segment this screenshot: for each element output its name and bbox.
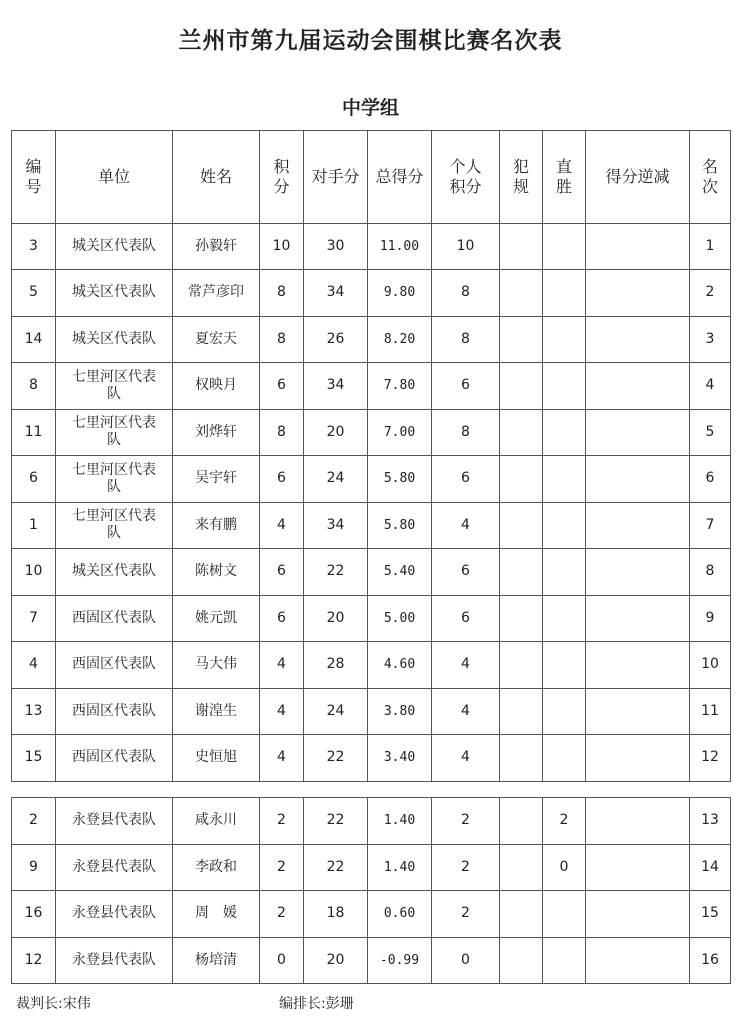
cell-reverse [586,844,690,891]
cell-direct [543,642,586,689]
cell-points: 4 [260,688,304,735]
cell-opp: 26 [304,316,368,363]
cell-reverse [586,549,690,596]
cell-direct [543,270,586,317]
cell-name: 孙毅轩 [173,224,260,270]
cell-no: 5 [12,270,56,317]
cell-total: 5.80 [368,502,432,549]
cell-name: 吴宇轩 [173,456,260,503]
cell-points: 4 [260,735,304,782]
cell-opp: 24 [304,456,368,503]
cell-unit: 西固区代表队 [56,595,173,642]
cell-reverse [586,270,690,317]
table-row [12,735,731,782]
cell-rank: 14 [690,844,731,891]
cell-name: 周 媛 [173,891,260,938]
cell-personal: 8 [432,270,500,317]
table-row [12,270,731,317]
cell-foul [500,642,543,689]
table-row [12,456,731,503]
cell-name: 夏宏天 [173,316,260,363]
cell-foul [500,937,543,984]
cell-points: 8 [260,270,304,317]
header-cell: 犯规 [500,131,543,224]
cell-personal: 6 [432,363,500,410]
cell-opp: 22 [304,844,368,891]
cell-total: 9.80 [368,270,432,317]
cell-total: 3.40 [368,735,432,782]
header-cell: 对手分 [304,131,368,224]
cell-total: 8.20 [368,316,432,363]
cell-opp: 20 [304,595,368,642]
cell-opp: 22 [304,549,368,596]
cell-total: 7.80 [368,363,432,410]
cell-unit: 永登县代表队 [56,891,173,938]
cell-no: 4 [12,642,56,689]
cell-unit: 永登县代表队 [56,844,173,891]
cell-no: 12 [12,937,56,984]
cell-personal: 4 [432,502,500,549]
cell-total: 5.40 [368,549,432,596]
table-row [12,549,731,596]
table-row [12,937,731,984]
cell-total: 1.40 [368,798,432,845]
cell-personal: 6 [432,456,500,503]
table-header-row [12,131,731,224]
cell-no: 8 [12,363,56,410]
cell-reverse [586,937,690,984]
cell-personal: 2 [432,798,500,845]
cell-unit: 城关区代表队 [56,224,173,270]
cell-reverse [586,409,690,456]
header-cell: 姓名 [173,131,260,224]
cell-reverse [586,735,690,782]
cell-rank: 5 [690,409,731,456]
cell-points: 2 [260,844,304,891]
cell-no: 3 [12,224,56,270]
cell-rank: 7 [690,502,731,549]
cell-unit: 永登县代表队 [56,798,173,845]
cell-total: 5.80 [368,456,432,503]
cell-direct [543,937,586,984]
cell-points: 6 [260,595,304,642]
cell-rank: 15 [690,891,731,938]
group-subtitle: 中学组 [341,97,399,119]
cell-name: 杨培清 [173,937,260,984]
cell-direct [543,688,586,735]
cell-reverse [586,456,690,503]
cell-rank: 9 [690,595,731,642]
cell-foul [500,688,543,735]
cell-opp: 20 [304,937,368,984]
cell-rank: 8 [690,549,731,596]
cell-personal: 6 [432,549,500,596]
cell-total: 0.60 [368,891,432,938]
cell-direct [543,595,586,642]
cell-rank: 2 [690,270,731,317]
table-row [12,502,731,549]
cell-opp: 28 [304,642,368,689]
cell-personal: 4 [432,735,500,782]
table-row [12,316,731,363]
cell-points: 10 [260,224,304,270]
cell-rank: 6 [690,456,731,503]
cell-direct [543,735,586,782]
cell-reverse [586,224,690,270]
table-row [12,844,731,891]
cell-opp: 24 [304,688,368,735]
header-cell: 名次 [690,131,731,224]
table-row [12,798,731,845]
cell-unit: 永登县代表队 [56,937,173,984]
cell-unit: 西固区代表队 [56,688,173,735]
cell-opp: 22 [304,798,368,845]
cell-foul [500,549,543,596]
cell-personal: 8 [432,316,500,363]
table-row [12,891,731,938]
cell-opp: 34 [304,502,368,549]
table-row [12,595,731,642]
cell-foul [500,595,543,642]
cell-name: 史恒旭 [173,735,260,782]
cell-reverse [586,363,690,410]
header-cell: 个人积分 [432,131,500,224]
cell-name: 刘烨轩 [173,409,260,456]
cell-points: 4 [260,502,304,549]
cell-total: 11.00 [368,224,432,270]
header-cell: 积分 [260,131,304,224]
cell-direct: 0 [543,844,586,891]
arranger-label: 编排长:彭珊 [279,996,354,1012]
cell-foul [500,735,543,782]
referee-label: 裁判长:宋伟 [16,996,91,1012]
cell-points: 8 [260,316,304,363]
cell-reverse [586,688,690,735]
cell-unit: 城关区代表队 [56,270,173,317]
cell-foul [500,891,543,938]
cell-opp: 30 [304,224,368,270]
cell-no: 7 [12,595,56,642]
header-cell: 直胜 [543,131,586,224]
cell-personal: 4 [432,688,500,735]
cell-foul [500,798,543,845]
cell-unit: 城关区代表队 [56,316,173,363]
cell-foul [500,316,543,363]
cell-reverse [586,891,690,938]
cell-opp: 18 [304,891,368,938]
cell-opp: 34 [304,363,368,410]
cell-reverse [586,798,690,845]
cell-no: 11 [12,409,56,456]
table-row [12,688,731,735]
cell-reverse [586,316,690,363]
cell-no: 16 [12,891,56,938]
cell-points: 6 [260,549,304,596]
cell-name: 常芦彦印 [173,270,260,317]
cell-unit: 西固区代表队 [56,642,173,689]
cell-total: 7.00 [368,409,432,456]
cell-total: 1.40 [368,844,432,891]
cell-reverse [586,595,690,642]
cell-points: 8 [260,409,304,456]
cell-rank: 11 [690,688,731,735]
cell-points: 4 [260,642,304,689]
cell-no: 6 [12,456,56,503]
table-row [12,642,731,689]
cell-unit: 城关区代表队 [56,549,173,596]
cell-foul [500,363,543,410]
cell-reverse [586,642,690,689]
cell-name: 咸永川 [173,798,260,845]
cell-personal: 2 [432,844,500,891]
cell-no: 2 [12,798,56,845]
cell-no: 13 [12,688,56,735]
cell-rank: 1 [690,224,731,270]
cell-rank: 3 [690,316,731,363]
cell-total: 5.00 [368,595,432,642]
table-row [12,363,731,410]
cell-foul [500,456,543,503]
cell-foul [500,270,543,317]
cell-unit: 七里河区代表队 [56,456,173,503]
header-cell: 总得分 [368,131,432,224]
cell-name: 李政和 [173,844,260,891]
cell-direct [543,409,586,456]
cell-name: 陈树文 [173,549,260,596]
cell-name: 谢湟生 [173,688,260,735]
cell-personal: 0 [432,937,500,984]
cell-total: 3.80 [368,688,432,735]
cell-points: 2 [260,891,304,938]
header-cell: 编号 [12,131,56,224]
header-cell: 单位 [56,131,173,224]
cell-unit: 西固区代表队 [56,735,173,782]
cell-direct [543,502,586,549]
cell-reverse [586,502,690,549]
cell-unit: 七里河区代表队 [56,363,173,410]
cell-name: 姚元凯 [173,595,260,642]
cell-personal: 8 [432,409,500,456]
cell-unit: 七里河区代表队 [56,409,173,456]
cell-direct [543,549,586,596]
cell-personal: 6 [432,595,500,642]
cell-points: 6 [260,456,304,503]
table-row [12,224,731,270]
cell-no: 14 [12,316,56,363]
header-cell: 得分逆减 [586,131,690,224]
cell-points: 6 [260,363,304,410]
cell-rank: 10 [690,642,731,689]
cell-name: 权映月 [173,363,260,410]
cell-foul [500,409,543,456]
cell-personal: 10 [432,224,500,270]
cell-rank: 13 [690,798,731,845]
table-row [12,409,731,456]
cell-opp: 34 [304,270,368,317]
cell-no: 15 [12,735,56,782]
cell-rank: 16 [690,937,731,984]
ranking-table-lower [11,797,731,984]
cell-unit: 七里河区代表队 [56,502,173,549]
cell-foul [500,502,543,549]
cell-total: -0.99 [368,937,432,984]
cell-foul [500,844,543,891]
cell-rank: 12 [690,735,731,782]
cell-name: 马大伟 [173,642,260,689]
cell-direct [543,891,586,938]
cell-no: 1 [12,502,56,549]
cell-personal: 2 [432,891,500,938]
cell-foul [500,224,543,270]
cell-personal: 4 [432,642,500,689]
cell-points: 2 [260,798,304,845]
cell-opp: 20 [304,409,368,456]
cell-direct: 2 [543,798,586,845]
cell-direct [543,456,586,503]
cell-direct [543,363,586,410]
cell-points: 0 [260,937,304,984]
cell-opp: 22 [304,735,368,782]
cell-name: 来有鹏 [173,502,260,549]
ranking-table-main [11,130,731,782]
cell-rank: 4 [690,363,731,410]
cell-direct [543,224,586,270]
cell-total: 4.60 [368,642,432,689]
page-title: 兰州市第九届运动会围棋比赛名次表 [178,28,563,54]
cell-no: 9 [12,844,56,891]
cell-no: 10 [12,549,56,596]
cell-direct [543,316,586,363]
